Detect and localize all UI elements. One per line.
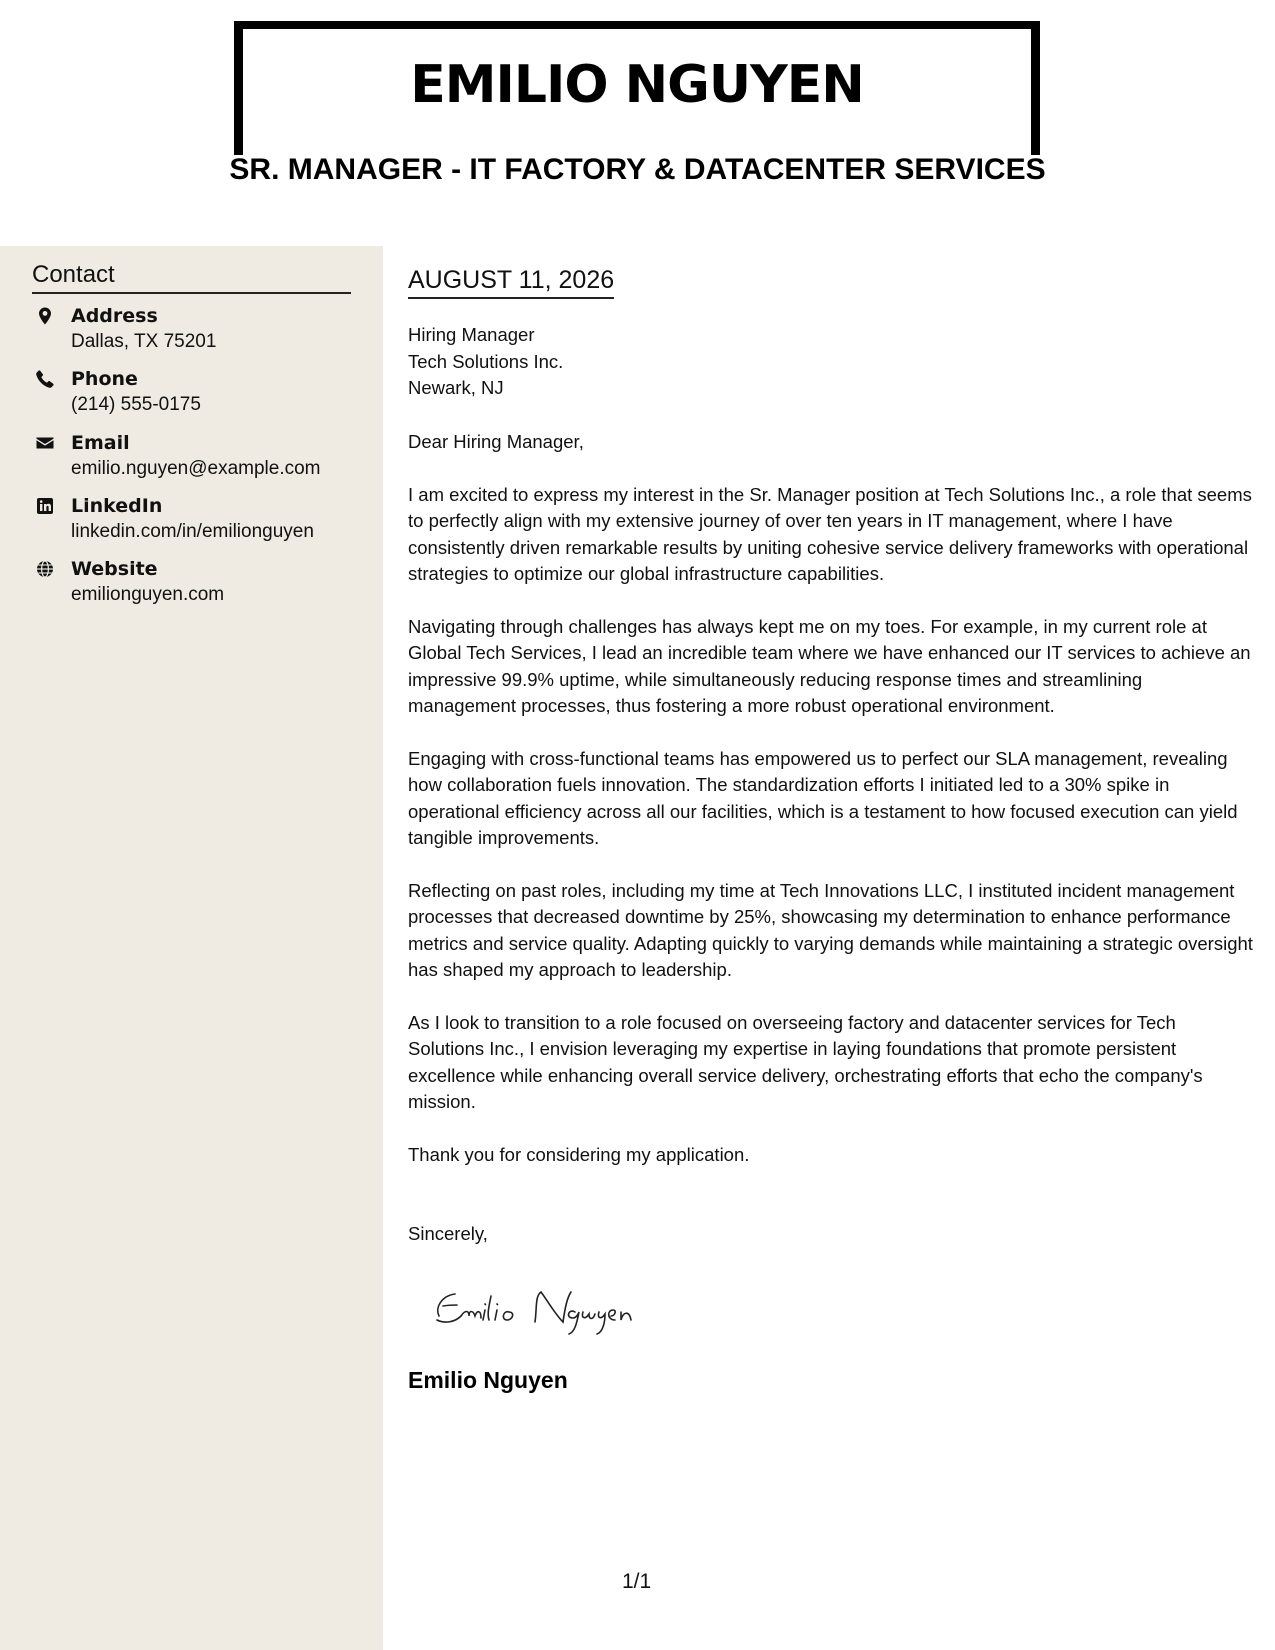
contact-label: Phone [71, 368, 138, 390]
contact-value: linkedin.com/in/emilionguyen [71, 521, 314, 542]
phone-icon [35, 369, 55, 389]
contact-value: (214) 555-0175 [71, 394, 201, 415]
body-paragraph: Engaging with cross-functional teams has empowered us to perfect our SLA management, revealing how collaboration fuels innovation. The standardization efforts I initiated led to a 30% spike in operational efficiency across all our facilities, which is a testament to how focused execution can yield tangible improvements. [408, 747, 1238, 849]
contact-heading: Contact [32, 260, 351, 294]
contact-label: LinkedIn [71, 495, 163, 517]
globe-icon [35, 559, 55, 579]
recipient-line: Newark, NJ [408, 377, 504, 398]
body-paragraph: Reflecting on past roles, including my time at Tech Innovations LLC, I instituted incident management processes that decreased downtime by 25%, showcasing my determination to enhance performance metrics and service quality. Adapting quickly to varying demands while maintaining a strategic oversight has shaped my approach to leadership. [408, 879, 1253, 981]
salutation: Dear Hiring Manager, [408, 431, 584, 452]
recipient-line: Hiring Manager [408, 324, 535, 345]
recipient-line: Tech Solutions Inc. [408, 350, 564, 372]
signature [425, 1278, 665, 1338]
contact-label: Website [71, 558, 158, 580]
body-paragraph: Thank you for considering my application. [408, 1143, 750, 1165]
job-title: SR. MANAGER - IT FACTORY & DATACENTER SERVICES [229, 153, 1046, 186]
body-paragraph: I am excited to express my interest in the Sr. Manager position at Tech Solutions Inc., a role that seems to perfectly align with my extensive journey of over ten years in IT management, where I have consistently driven remarkable results by uniting cohesive service delivery frameworks with operational strategies to optimize our global infrastructure capabilities. [408, 483, 1252, 585]
closing: Sincerely, [408, 1223, 488, 1244]
contact-label: Address [71, 305, 158, 327]
body-paragraph: Navigating through challenges has always kept me on my toes. For example, in my current role at Global Tech Services, I lead an incredible team where we have enhanced our IT services to achieve an impressive 99.9% uptime, while simultaneously reducing response times and streamlining management processes, thus fostering a more robust operational environment. [408, 615, 1251, 717]
contact-value: Dallas, TX 75201 [71, 331, 217, 352]
contact-label: Email [71, 432, 130, 454]
recipient-block [408, 322, 563, 402]
map-pin-icon [35, 306, 55, 326]
contact-value: emilionguyen.com [71, 584, 225, 605]
envelope-icon [35, 433, 55, 453]
letter-date: AUGUST 11, 2026 [408, 265, 614, 299]
body-paragraph: As I look to transition to a role focused on overseeing factory and datacenter services for Tech Solutions Inc., I envision leveraging my expertise in laying foundations that promote persistent excellence while enhancing overall service delivery, orchestrating efforts that echo the company's mission. [408, 1011, 1203, 1113]
page-number: 1/1 [622, 1570, 652, 1593]
applicant-name: EMILIO NGUYEN [410, 55, 864, 115]
contact-value: emilio.nguyen@example.com [71, 458, 321, 479]
linkedin-icon [35, 496, 55, 516]
letter-body [408, 429, 1254, 1195]
signer-name: Emilio Nguyen [408, 1367, 568, 1393]
